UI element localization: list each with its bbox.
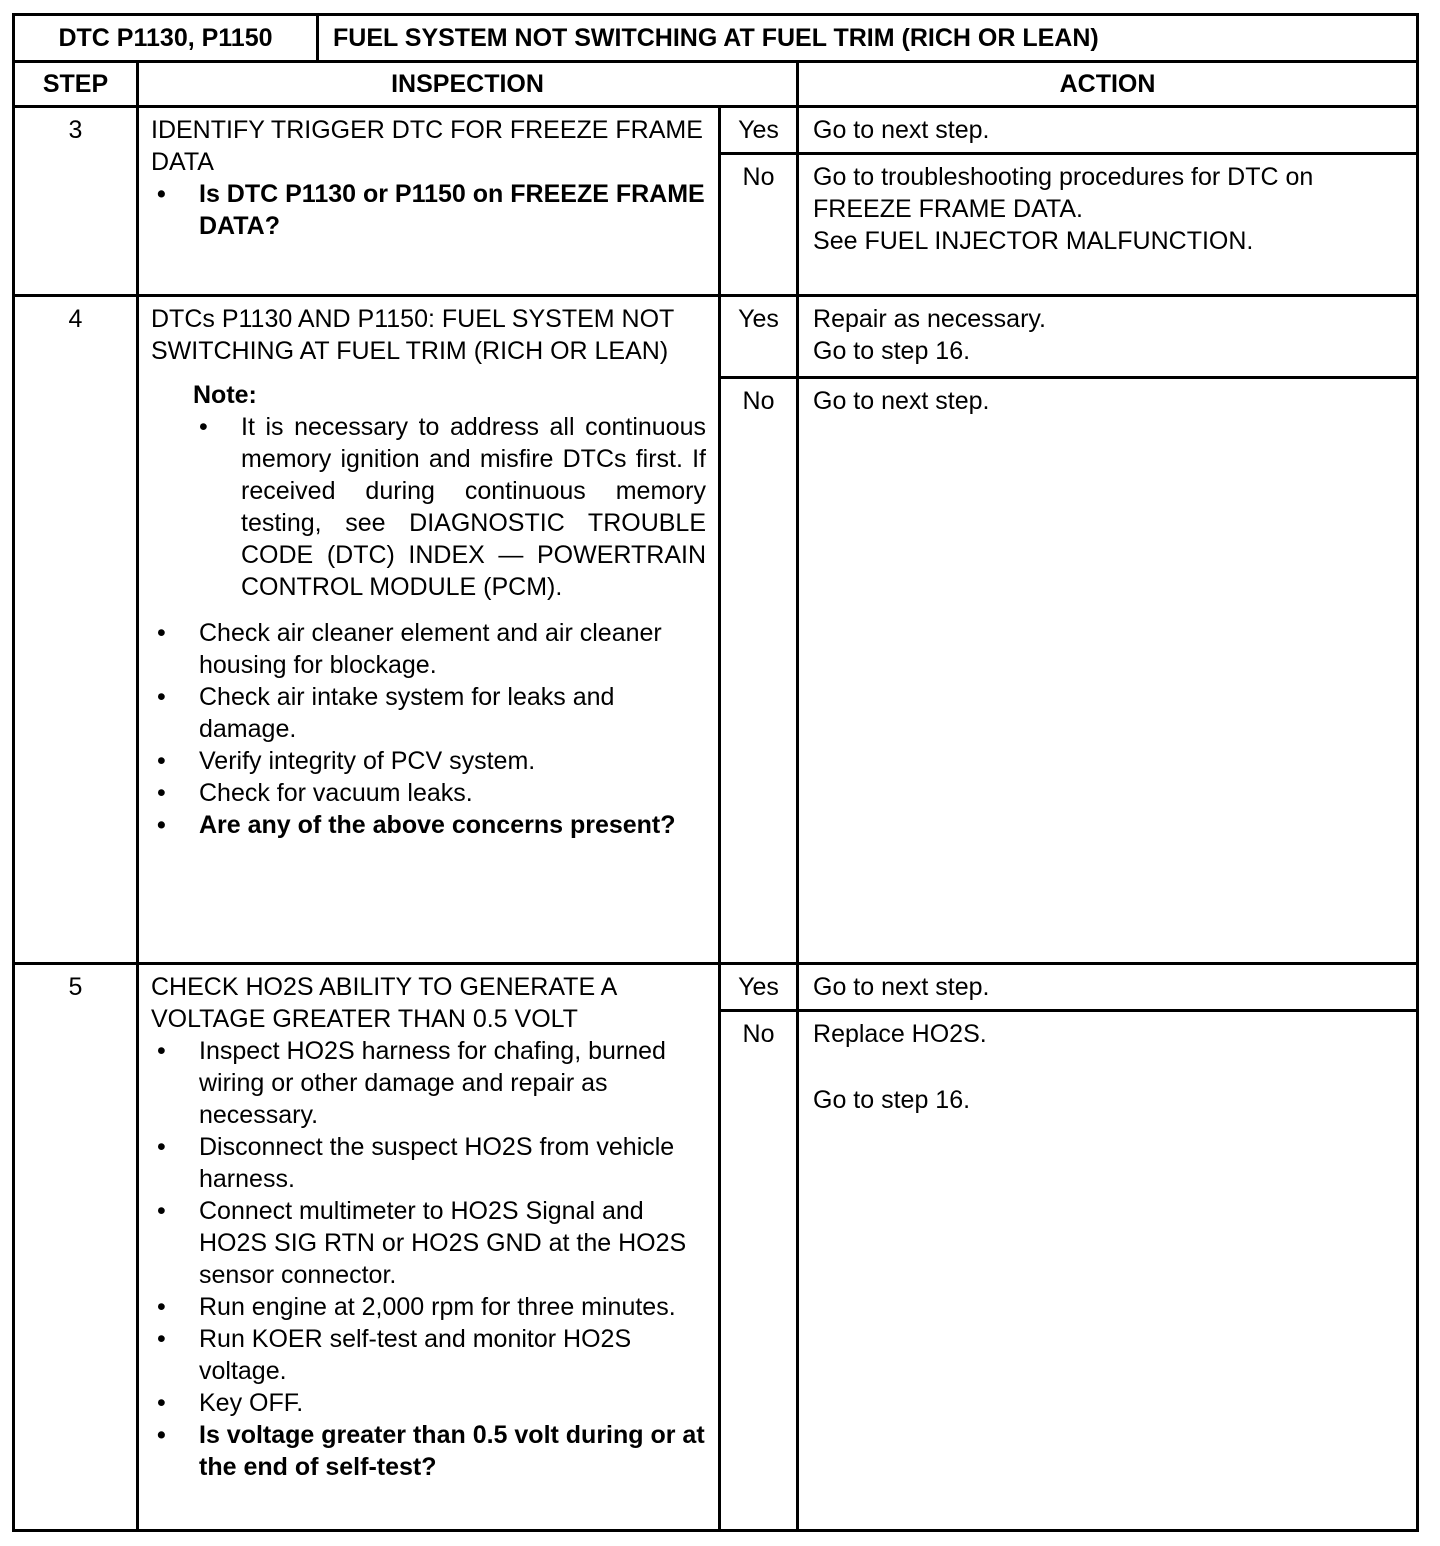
step-3-no-action-line-2: See FUEL INJECTOR MALFUNCTION. <box>813 227 1254 255</box>
step-3-heading: IDENTIFY TRIGGER DTC FOR FREEZE FRAME DATA <box>151 116 703 176</box>
step-4-yes-action-line-2: Go to step 16. <box>813 337 971 365</box>
step-3-inspection <box>138 107 720 296</box>
step-5-no-label: No <box>720 1011 798 1531</box>
list-item: • Verify integrity of PCV system. <box>151 745 706 777</box>
step-4-no-label: No <box>720 378 798 964</box>
step-5-heading: CHECK HO2S ABILITY TO GENERATE A VOLTAGE GREATER THAN 0.5 VOLT <box>151 973 616 1033</box>
list-item: • Check air cleaner element and air cleaner housing for blockage. <box>151 617 706 681</box>
step-4-no-action: Go to next step. <box>798 378 1418 964</box>
step-4-yes-label: Yes <box>720 296 798 378</box>
step-4-yes-action <box>798 296 1418 378</box>
diagnostic-table <box>12 13 1419 1532</box>
step-5-inspection <box>138 964 720 1531</box>
step-3-yes-action: Go to next step. <box>798 107 1418 154</box>
list-item: • Inspect HO2S harness for chafing, burned wiring or other damage and repair as necessary. <box>151 1035 706 1131</box>
table-title-row <box>14 15 1418 62</box>
diagnostic-table-document <box>12 13 1416 1532</box>
column-header-row <box>14 62 1418 107</box>
note-text: • It is necessary to address all continuous memory ignition and misfire DTCs first. If received during continuous memory testing, see DIAGNOSTIC TROUBLE CODE (DTC) INDEX — POWERTRAIN CONTROL MODULE (PCM). <box>193 411 706 603</box>
step-4-number: 4 <box>14 296 138 964</box>
step-3-no-action-line-1: Go to troubleshooting procedures for DTC on FREEZE FRAME DATA. <box>813 163 1314 223</box>
step-5-no-action-line-2: Go to step 16. <box>813 1086 971 1114</box>
list-item: • Key OFF. <box>151 1387 706 1419</box>
step-3-no-action <box>798 154 1418 296</box>
list-item: • Run engine at 2,000 rpm for three minutes. <box>151 1291 706 1323</box>
step-5-number: 5 <box>14 964 138 1531</box>
dtc-title: FUEL SYSTEM NOT SWITCHING AT FUEL TRIM (RICH OR LEAN) <box>318 15 1418 62</box>
step-column-header: STEP <box>14 62 138 107</box>
step-3-number: 3 <box>14 107 138 296</box>
dtc-codes: DTC P1130, P1150 <box>14 15 318 62</box>
step-5-checklist <box>151 1035 706 1483</box>
step-5-yes-label: Yes <box>720 964 798 1011</box>
list-item: • Connect multimeter to HO2S Signal and HO2S SIG RTN or HO2S GND at the HO2S sensor connector. <box>151 1195 706 1291</box>
step-5-no-action-line-1: Replace HO2S. <box>813 1020 987 1048</box>
action-column-header: ACTION <box>798 62 1418 107</box>
step-3-question: • Is DTC P1130 or P1150 on FREEZE FRAME DATA? <box>151 178 706 242</box>
inspection-column-header: INSPECTION <box>138 62 798 107</box>
step-4-checklist <box>151 617 706 841</box>
step-3-yes-label: Yes <box>720 107 798 154</box>
step-4-question: • Are any of the above concerns present? <box>151 809 706 841</box>
step-4-yes-row <box>14 296 1418 378</box>
list-item: • Check for vacuum leaks. <box>151 777 706 809</box>
list-item: • Disconnect the suspect HO2S from vehicle harness. <box>151 1131 706 1195</box>
step-3-no-label: No <box>720 154 798 296</box>
list-item: • Run KOER self-test and monitor HO2S voltage. <box>151 1323 706 1387</box>
step-5-yes-row <box>14 964 1418 1011</box>
step-4-inspection <box>138 296 720 964</box>
step-4-heading: DTCs P1130 AND P1150: FUEL SYSTEM NOT SWITCHING AT FUEL TRIM (RICH OR LEAN) <box>151 305 674 365</box>
step-3-yes-row <box>14 107 1418 154</box>
step-5-no-action <box>798 1011 1418 1531</box>
spacer <box>813 1050 1404 1084</box>
step-4-yes-action-line-1: Repair as necessary. <box>813 305 1046 333</box>
list-item: • Check air intake system for leaks and damage. <box>151 681 706 745</box>
step-5-yes-action: Go to next step. <box>798 964 1418 1011</box>
step-4-note <box>193 379 706 603</box>
note-label: Note: <box>193 381 257 409</box>
step-5-question: • Is voltage greater than 0.5 volt during or at the end of self-test? <box>151 1419 706 1483</box>
